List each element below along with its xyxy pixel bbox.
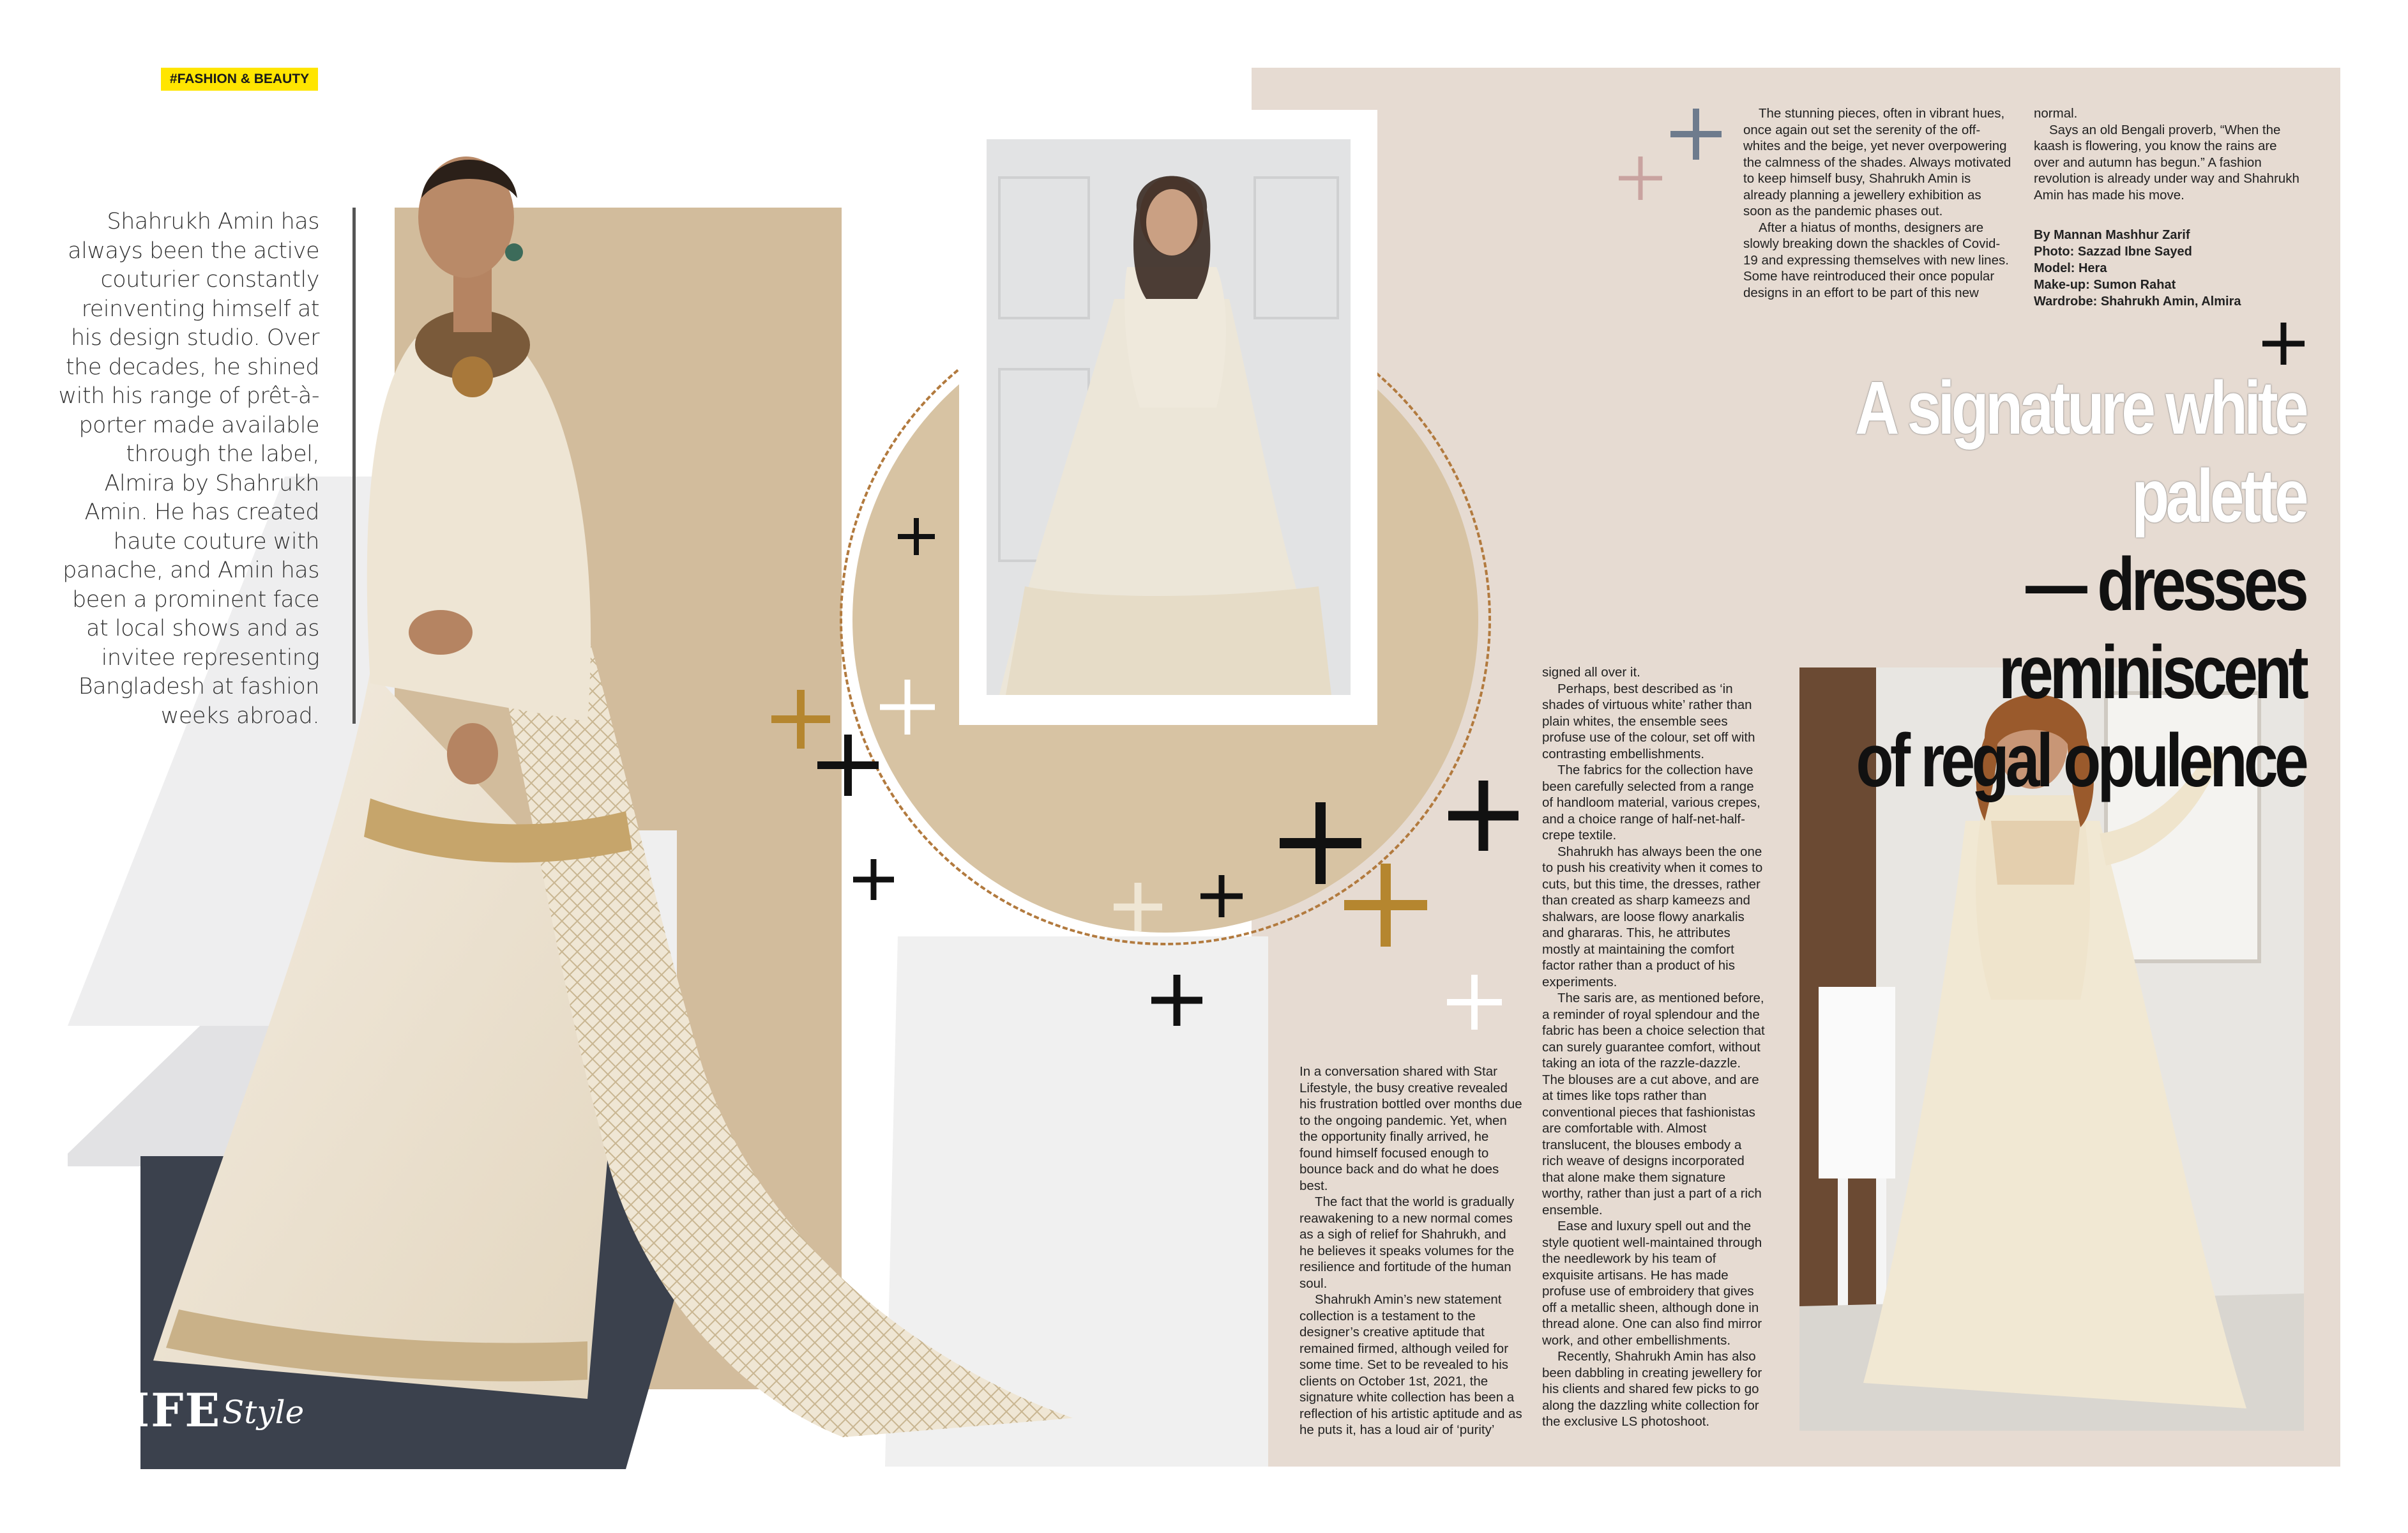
cross-decoration	[898, 518, 935, 555]
paragraph: Recently, Shahrukh Amin has also been dabbling in creating jewellery for his clients and shared few picks to go along the dazzling white collection for the exclusive LS photoshoot.	[1542, 1349, 1762, 1429]
article-column-top-left	[1743, 105, 2011, 301]
cross-decoration	[1619, 156, 1662, 200]
cross-decoration	[1448, 781, 1518, 851]
paragraph: Shahrukh Amin’s new statement collection is a testament to the designer’s creative aptitude that remained firmed, although veiled for some time. Set to be revealed to his clients on October 1st, 2021, the signature white collection has been a reflection of his artistic aptitude and as he puts it, has a loud air of ‘purity’	[1299, 1292, 1522, 1437]
intro-paragraph: Shahrukh Amin has always been the active couturier constantly reinventing himself at his design studio. Over the decades, he shined with his range of prêt-à-porter made available through the label, Almira by Shahrukh Amin. He has created haute couture with panache, and Amin has been a prominent face at local shows and as invitee representing Bangladesh at fashion weeks abroad.	[58, 209, 319, 729]
wardrobe-credit: Wardrobe: Shahrukh Amin, Almira	[2034, 294, 2241, 309]
cross-decoration	[2262, 323, 2305, 365]
cross-decoration	[1114, 883, 1162, 931]
makeup-credit: Make-up: Sumon Rahat	[2034, 278, 2176, 292]
paragraph: normal.	[2034, 106, 2078, 121]
paragraph: Says an old Bengali proverb, “When the kaash is flowering, you know the rains are over and autumn has begun.” A fashion revolution is already under way and Shahrukh Amin has made his move.	[2034, 122, 2299, 202]
intro-divider	[352, 208, 356, 724]
paragraph: signed all over it.	[1542, 665, 1640, 680]
paragraph: Perhaps, best described as ‘in shades of virtuous white’ rather than plain whites, the ensemble sees profuse use of the colour, set off with contrasting embellishments.	[1542, 681, 1755, 761]
article-column-middle	[1542, 664, 1766, 1430]
paragraph: The saris are, as mentioned before, a reminder of royal splendour and the fabric has been a choice selection that can surely guarantee comfort, without taking an iota of the razzle-dazzle. The blouses are a cut above, and are at times like tops rather than conventional pieces that fashionistas are comfortable with. Almost translucent, the blouses embody a rich weave of designs incorporated that alone make them signature worthy, rather than just a part of a rich ensemble.	[1542, 991, 1765, 1217]
model-white-anarkali-framed-photo	[987, 139, 1351, 695]
paragraph: The fact that the world is gradually reawakening to a new normal comes as a sigh of relief for Shahrukh, and he believes it speaks volumes for the resilience and fortitude of the human soul.	[1299, 1194, 1515, 1291]
cross-decoration	[880, 680, 935, 735]
paragraph: The fabrics for the collection have been carefully selected from a range of handloom material, various crepes, and a choice range of half-net-half-crepe textile.	[1542, 763, 1761, 843]
section-tag: #FASHION & BEAUTY	[161, 68, 318, 91]
lifestyle-logo-script: Style	[222, 1394, 305, 1431]
cross-decoration	[1447, 975, 1502, 1030]
article-column-top-right	[2034, 105, 2302, 203]
paragraph: In a conversation shared with Star Lifestyle, the busy creative revealed his frustration bottled over months due to the ongoing pandemic. Yet, when the opportunity finally arrived, he found himself focused enough to bounce back and do what he does best.	[1299, 1064, 1522, 1193]
headline-line-1: A signature white palette	[1854, 366, 2305, 538]
model-credit: Model: Hera	[2034, 261, 2107, 275]
cross-decoration	[1670, 109, 1722, 160]
paragraph: After a hiatus of months, designers are slowly breaking down the shackles of Covid-19 and expressing themselves with new lines. Some have reintroduced their once popular designs in an effort to be part of this new	[1743, 220, 2009, 300]
paragraph: The stunning pieces, often in vibrant hues, once again out set the serenity of the off-whites and the beige, yet never overpowering the calmness of the shades. Always motivated to keep himself busy, Shahrukh Amin is already planning a jewellery exhibition as soon as the pandemic phases out.	[1743, 106, 2011, 218]
headline-line-2: — dresses reminiscent	[1998, 542, 2305, 715]
cross-decoration	[1151, 975, 1202, 1026]
cross-decoration	[853, 859, 894, 900]
cross-decoration	[1344, 864, 1427, 947]
credits-block	[2034, 227, 2302, 310]
headline-line-3: of regal opulence	[1856, 719, 2305, 803]
photo-credit: Photo: Sazzad Ibne Sayed	[2034, 245, 2192, 259]
lifestyle-logo: LIFE	[95, 1383, 222, 1437]
headline	[1755, 364, 2305, 805]
cross-decoration	[1200, 875, 1243, 917]
cross-decoration	[817, 735, 879, 796]
byline: By Mannan Mashhur Zarif	[2034, 228, 2190, 242]
article-column-bottom	[1299, 1064, 1523, 1438]
paragraph: Shahrukh has always been the one to push his creativity when it comes to cuts, but this time, the dresses, rather than created as sharp kameezs and shalwars, are loose flowy anarkalis and ghararas. This, he attributes mostly at maintaining the comfort factor rather than a product of his experiments.	[1542, 844, 1763, 989]
paragraph: Ease and luxury spell out and the style quotient well-maintained through the needlework by his team of exquisite artisans. He has made profuse use of embroidery that gives off a metallic sheen, although done in thread alone. One can also find mirror work, and other embellishments.	[1542, 1219, 1762, 1348]
